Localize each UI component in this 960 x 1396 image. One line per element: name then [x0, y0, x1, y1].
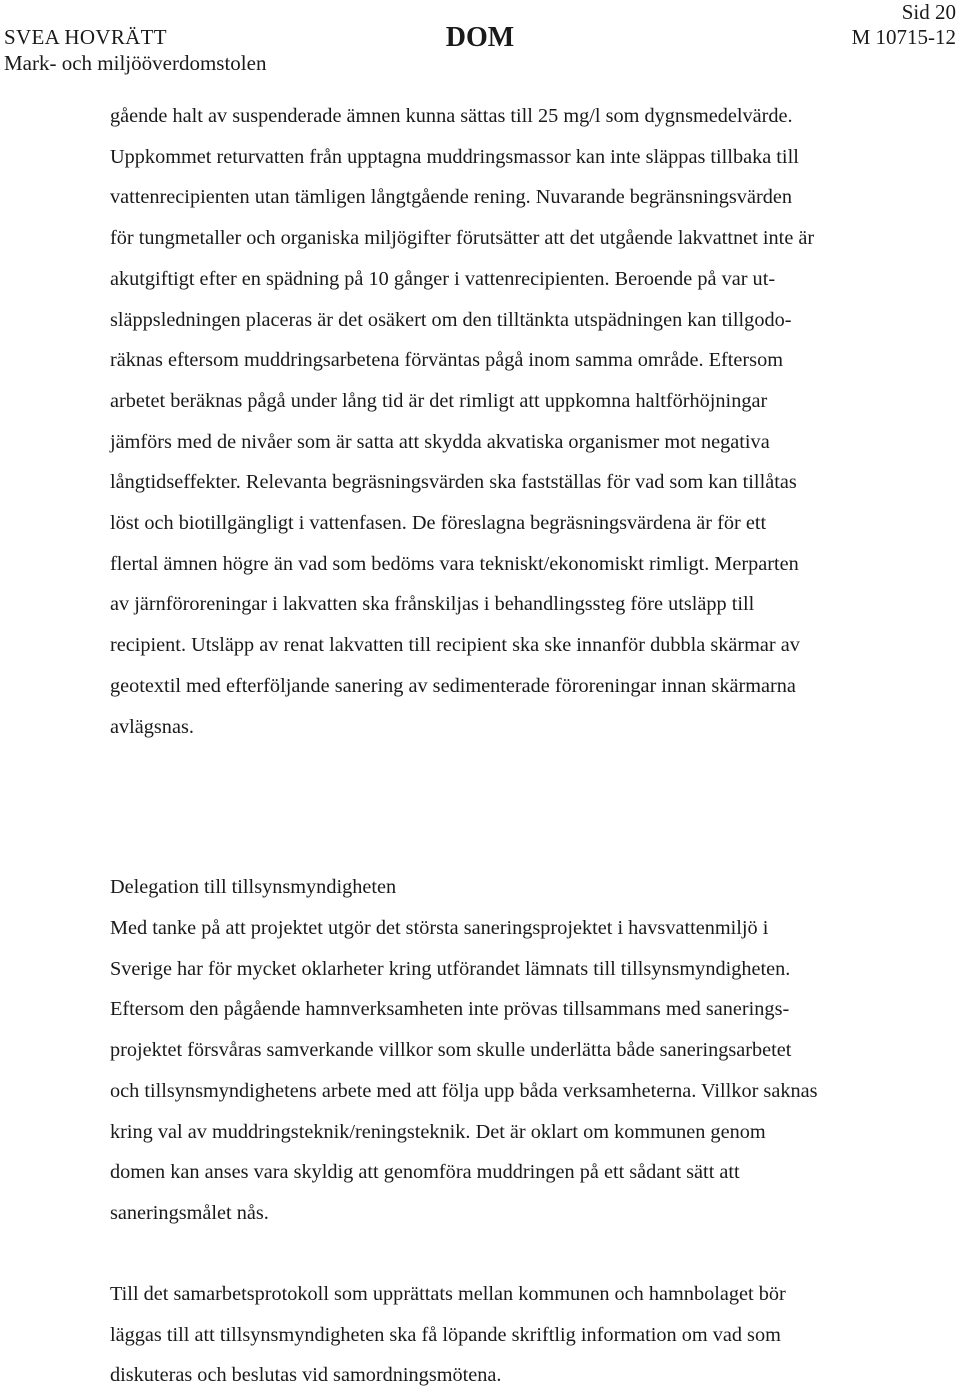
text-line: kring val av muddringsteknik/reningsteknik. Det är oklart om kommunen genom — [110, 1120, 766, 1143]
text-line: av järnföroreningar i lakvatten ska frånskiljas i behandlingssteg före utsläpp till — [110, 593, 755, 616]
text-line: diskuteras och beslutas vid samordningsmötena. — [110, 1364, 502, 1387]
text-line: läggas till att tillsynsmyndigheten ska få löpande skriftlig information om vad som — [110, 1323, 781, 1346]
text-line: Med tanke på att projektet utgör det största saneringsprojektet i havsvattenmiljö i — [110, 917, 769, 939]
text-line: domen kan anses vara skyldig att genomföra muddringen på ett sådant sätt att — [110, 1161, 740, 1184]
text-line: vattenrecipienten utan tämligen långtgående rening. Nuvarande begränsningsvärden — [110, 186, 792, 209]
text-line: recipient. Utsläpp av renat lakvatten till recipient ska ske innanför dubbla skärmar av — [110, 634, 800, 657]
text-line: geotextil med efterföljande sanering av sedimenterade föroreningar innan skärmarna — [110, 674, 796, 697]
paragraph-suspended-solids — [110, 96, 935, 747]
court-name: SVEA HOVRÄTT — [4, 25, 167, 49]
text-line: projektet försvåras samverkande villkor som skulle underlätta både saneringsarbetet — [110, 1039, 792, 1062]
text-line: Sverige har för mycket oklarheter kring utförandet lämnats till tillsynsmyndigheten. — [110, 957, 791, 980]
text-line: långtidseffekter. Relevanta begräsningsvärden ska fastställas för vad som kan tillåtas — [110, 471, 797, 494]
text-line: och tillsynsmyndighetens arbete med att följa upp båda verksamheterna. Villkor saknas — [110, 1079, 818, 1102]
paragraph-delegation — [110, 908, 935, 1234]
page-number: Sid 20 — [901, 0, 956, 24]
text-line: saneringsmålet nås. — [110, 1201, 269, 1224]
paragraph-cooperation-protocol — [110, 1274, 935, 1396]
text-line: räknas eftersom muddringsarbetena förväntas pågå inom samma område. Eftersom — [110, 349, 783, 372]
case-number: M 10715-12 — [851, 25, 956, 49]
text-line: Eftersom den pågående hamnverksamheten inte prövas tillsammans med sanerings- — [110, 998, 790, 1021]
text-line: avlägsnas. — [110, 715, 194, 738]
text-line: Till det samarbetsprotokoll som upprättats mellan kommunen och hamnbolaget bör — [110, 1283, 786, 1305]
text-line: löst och biotillgängligt i vattenfasen. De föreslagna begräsningsvärdena är för ett — [110, 512, 767, 535]
text-line: för tungmetaller och organiska miljögifter förutsätter att det utgående lakvattnet inte är — [110, 227, 815, 250]
court-division: Mark- och miljööverdomstolen — [4, 51, 267, 75]
section-heading: Delegation till tillsynsmyndigheten — [110, 876, 397, 898]
text-line: släppsledningen placeras är det osäkert om den tilltänkta utspädningen kan tillgodo- — [110, 308, 792, 331]
text-line: jämförs med de nivåer som är satta att skydda akvatiska organismer mot negativa — [110, 430, 770, 453]
text-line: Uppkommet returvatten från upptagna muddringsmassor kan inte släppas tillbaka till — [110, 145, 799, 168]
text-line: arbetet beräknas pågå under lång tid är det rimligt att uppkomna haltförhöjningar — [110, 389, 768, 412]
document-type: DOM — [445, 22, 515, 53]
text-line: flertal ämnen högre än vad som bedöms vara tekniskt/ekonomiskt rimligt. Merparten — [110, 552, 799, 575]
text-line: akutgiftigt efter en spädning på 10 gånger i vattenrecipienten. Beroende på var ut- — [110, 267, 776, 290]
text-line: gående halt av suspenderade ämnen kunna sättas till 25 mg/l som dygnsmedelvärde. — [110, 105, 793, 127]
